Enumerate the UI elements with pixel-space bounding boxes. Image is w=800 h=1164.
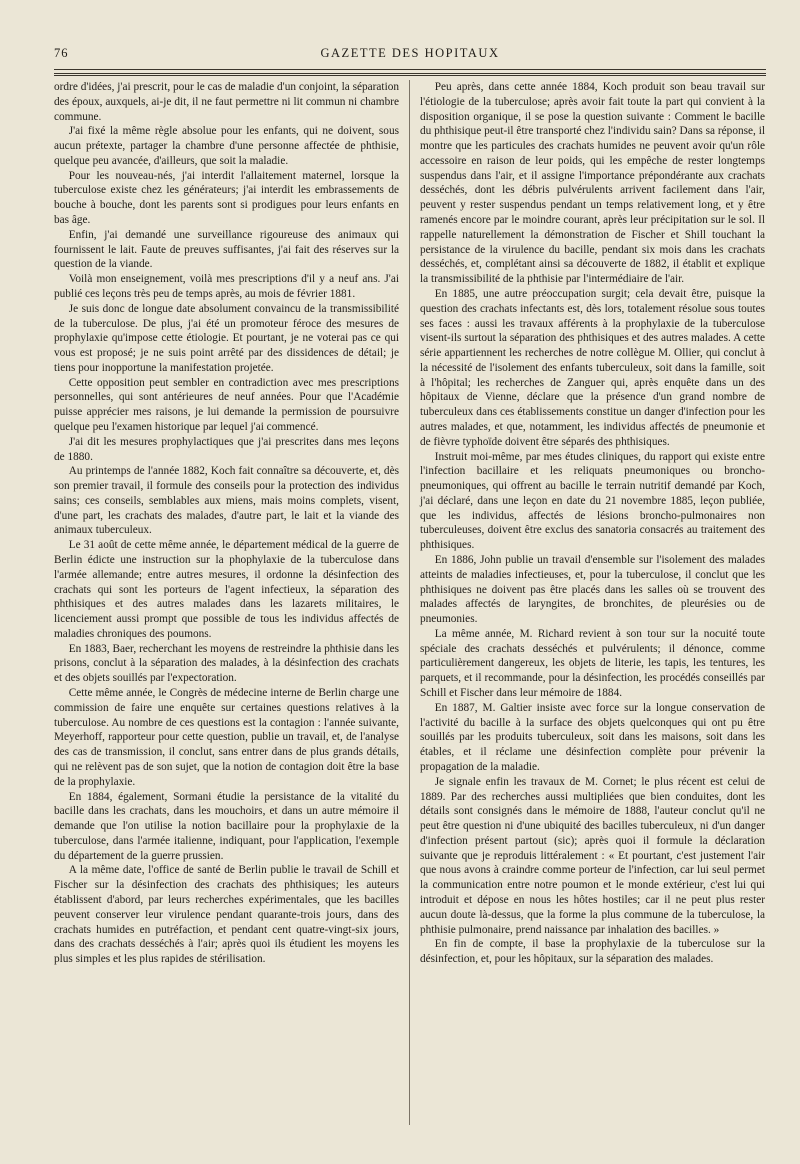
paragraph: ordre d'idées, j'ai prescrit, pour le cas de maladie d'un conjoint, la séparation des époux, auxquels, ai-je dit, il ne faut permettre ni lit commun ni chambre commune.: [54, 81, 399, 123]
paragraph: J'ai fixé la même règle absolue pour les enfants, qui ne doivent, sous aucun prétexte, partager la chambre d'une personne affectée de phthisie, quelque peu avancée, d'ailleurs, que soit la maladie.: [54, 125, 399, 167]
page-number: 76: [54, 46, 69, 60]
paragraph: Cette opposition peut sembler en contradiction avec mes prescriptions personnelles, qui sont antérieures de neuf années. Pour que l'Académie puisse apprécier mes raisons, je lui demande la permission de poursuivre quelque peu l'examen historique par lequel j'ai commencé.: [54, 376, 399, 433]
paragraph: Voilà mon enseignement, voilà mes prescriptions d'il y a neuf ans. J'ai publié ces leçons très peu de temps après, au mois de février 1881.: [54, 273, 399, 300]
paragraph: La même année, M. Richard revient à son tour sur la nocuité toute spéciale des crachats desséchés et pulvérulents; il dénonce, comme particulièrement dangereux, les objets de literie, les tapis, les tentures, les parquets, et il recommande, pour la désinfection, les procédés conseillés par Schill et Fischer dans leur mémoire de 1884.: [420, 627, 765, 700]
paragraph: Je signale enfin les travaux de M. Cornet; le plus récent est celui de 1889. Par des recherches aussi multipliées que bien conduites, dont les détails sont consignés dans le mémoire de 1888, l'auteur conclut qu'il ne peut être question ni d'une ubiquité des bacilles tuberculeux, ni d'un danger d'infection présent partout (sic); après quoi il formule la déclaration suivante que je reproduis littéralement : « Et pourtant, c'est justement l'air que nous avons à craindre comme porteur de l'infection, car lui seul permet la communication entre notre poumon et le monde extérieur, c'est lui qui introduit et dépose en nous les hôtes hostiles; car il ne peut plus rester aucun doute là-dessus, que la forme la plus commune de la tuberculose, la phthisie pulmonaire, prend naissance par inhalation des bacilles. »: [420, 775, 765, 936]
paragraph: En 1885, une autre préoccupation surgit; cela devait être, puisque la question des crachats infectants est, dès lors, totalement résolue sous toutes ses faces : aussi les travaux afférents à la prophylaxie de la tuberculose visent-ils surtout la séparation des phthisiques et des autres malades. A cette série appartiennent les recherches de notre collègue M. Ollier, qui conclut à la nécessité de l'isolement des enfants tuberculeux, soit dans la famille, soit à l'hôpital; les recherches de Zanguer qui, après enquête dans un des hôpitaux de Vienne, déclare que la présence d'un grand nombre de tuberculeux dans ces établissements constitue un danger d'infection pour les autres malades, et que, notamment, les individus affectés de pneumonie et de fièvre typhoïde doivent être séparés des phthisiques.: [420, 287, 765, 448]
header-double-rule: [54, 73, 766, 79]
page-header: [54, 46, 766, 66]
right-column: [420, 80, 765, 967]
paragraph: En 1886, John publie un travail d'ensemble sur l'isolement des malades atteints de maladies infectieuses, et, pour la tuberculose, il conclut que les phthisiques ne doivent pas être placés dans les salles où se trouvent des malades affectés de laryngites, de bronchites, de pleurésies ou de pneumonies.: [420, 554, 765, 626]
left-column: [54, 80, 399, 967]
paragraph: En fin de compte, il base la prophylaxie de la tuberculose sur la désinfection, et, pour les hôpitaux, sur la séparation des malades.: [420, 938, 765, 966]
paragraph: En 1887, M. Galtier insiste avec force sur la longue conservation de l'activité du bacille à la surface des objets quelconques qui ont pu être souillés par les produits tuberculeux, soit dans les maisons, soit dans les étables, et il réclame une désinfection complète pour prévenir la propagation de la maladie.: [420, 701, 765, 773]
paragraph: Au printemps de l'année 1882, Koch fait connaître sa découverte, et, dès son premier travail, il formule des conseils pour la protection des individus sains; ces conseils, semblables aux miens, mais moins complets, visent, d'une part, les crachats des malades, d'autre part, le lait et la viande des animaux tuberculeux.: [54, 465, 399, 537]
paragraph: Cette même année, le Congrès de médecine interne de Berlin charge une commission de faire une enquête sur certaines questions relatives à la tuberculose. Au nombre de ces questions est la contagion : l'année suivante, Meyerhoff, rapporteur pour cette question, publie un travail, et, de l'analyse des cas de transmission, il conclut, sans entrer dans de plus grands détails, qui ne relèvent pas de son sujet, que la notion de contagion doit être la base de la prophylaxie.: [54, 687, 399, 788]
paragraph: En 1884, également, Sormani étudie la persistance de la vitalité du bacille dans les crachats, dans les mouchoirs, et dans un autre mémoire il demande que l'on utilise la notion bacillaire pour la prophylaxie de la tuberculose, dans l'armée italienne, indiquant, pour l'application, l'exemple du département de la guerre prussien.: [54, 790, 399, 862]
column-divider: [409, 80, 410, 1125]
running-title: GAZETTE DES HOPITAUX: [320, 46, 500, 60]
paragraph: Le 31 août de cette même année, le département médical de la guerre de Berlin édicte une instruction sur la phophylaxie de la tuberculose dans l'armée allemande; entre autres mesures, il ordonne la désinfection des crachats qui sont les porteurs de l'agent infectieux, la séparation des phthisiques et des autres malades dans les lazarets militaires, le licenciement aussi prompt que possible de tous les individus affectés de maladies chroniques des poumons.: [54, 539, 399, 640]
paragraph: J'ai dit les mesures prophylactiques que j'ai prescrites dans mes leçons de 1880.: [54, 435, 399, 463]
paragraph: En 1883, Baer, recherchant les moyens de restreindre la phthisie dans les prisons, conclut à la séparation des malades, à la désinfection des crachats et des objets souillés par l'expectoration.: [54, 642, 399, 685]
paragraph: Instruit moi-même, par mes études cliniques, du rapport qui existe entre l'infection bacillaire et les reliquats pneumoniques ou broncho-pneumoniques, qui offrent au bacille le terrain nutritif demandé par Koch, j'ai déclaré, dans une leçon en date du 21 novembre 1885, leçon publiée, que les individus, affectés de lésions broncho-pulmonaires non tuberculeuses, doivent être exclus des sanatoria consacrés au traitement des phthisiques.: [420, 450, 765, 552]
paragraph: Je suis donc de longue date absolument convaincu de la transmissibilité de la tuberculose. De plus, j'ai été un promoteur féroce des mesures de prophylaxie qu'impose cette étiologie. Et pourtant, je ne voterai pas ce qui vous est proposé; je ne suis point arrêté par des dissidences de détail; je tiens pour inopportune la manifestation projetée.: [54, 302, 399, 374]
paragraph: Pour les nouveau-nés, j'ai interdit l'allaitement maternel, lorsque la tuberculose existe chez les générateurs; j'ai interdit les embrassements de bouche à bouche, dont les parents sont si prodigues pour leurs enfants en bas âge.: [54, 169, 399, 227]
paragraph: A la même date, l'office de santé de Berlin publie le travail de Schill et Fischer sur la désinfection des crachats des phthisiques; les auteurs établissent d'abord, par leurs recherches expérimentales, que les bacilles peuvent conserver leur virulence pendant quarante-trois jours, dans des crachats humides en putréfaction, et pendant cent quatre-vingt-six jours, dans des crachats desséchés à l'air; après quoi ils étudient les moyens les plus simples et les plus rapides de stérilisation.: [54, 864, 399, 966]
paragraph: Peu après, dans cette année 1884, Koch produit son beau travail sur l'étiologie de la tuberculose; après avoir fait toute la part qui convient à la disposition organique, il se pose la question suivante : Comment le bacille du phthisique peut-il être transporté chez l'individu sain? Dans sa réponse, il montre que les particules des crachats humides ne peuvent avoir qu'un rôle accessoire en raison de leur poids, qui les empêche de rester longtemps suspendus dans l'air, et il assigne l'importance prépondérante aux crachats desséchés, dont les débris pulvérulents arrivent facilement dans l'air, peuvent y rester suspendus pendant un temps relativement long, et y être ramenés encore par le moindre courant, après leur précipitation sur le sol. Il rappelle naturellement la démonstration de Fischer et Shill touchant la persistance de la virulence du bacille, pendant six mois dans les crachats desséchés, et, complétant ainsi sa découverte de 1882, il établit et explique la transmissibilité de la phthisie par l'intermédiaire de l'air.: [420, 81, 765, 286]
header-rule: [54, 69, 766, 70]
paragraph: Enfin, j'ai demandé une surveillance rigoureuse des animaux qui fournissent le lait. Faute de preuves suffisantes, j'ai fait des réserves sur la question de la viande.: [54, 228, 399, 271]
